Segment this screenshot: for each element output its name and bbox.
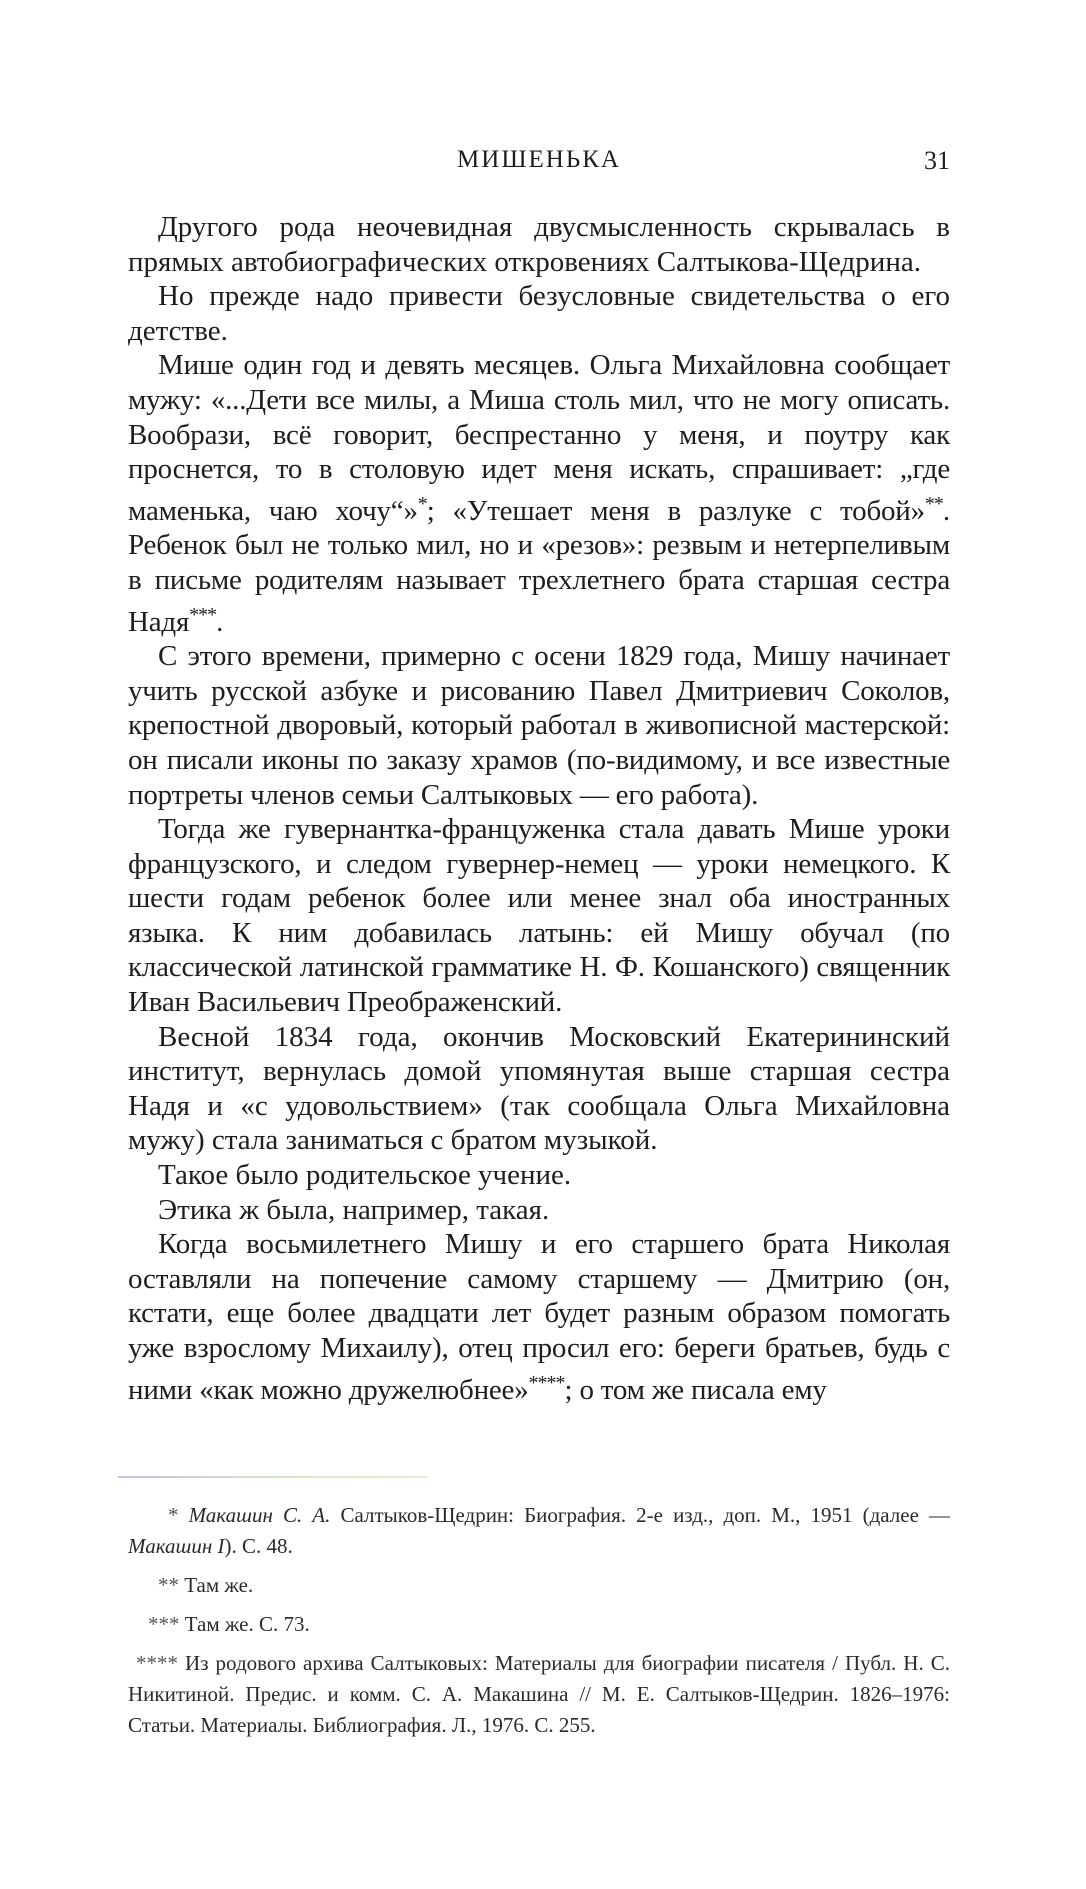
footnote-separator [118,1476,428,1478]
paragraph-7: Такое было родительское учение. [158,1159,572,1192]
running-head [128,146,950,186]
footnote-2-text: Там же. [184,1573,254,1597]
paragraph-8: Этика ж была, например, такая. [158,1193,550,1226]
footnote-3 [128,1609,950,1640]
footnote-3-text: Там же. С. 73. [184,1612,310,1636]
footnote-4-text: Из родового архива Салтыковых: Материалы для биографии писателя / Публ. Н. С. Никитиной. Предис. и комм. С. А. Макашина // М. Е. Салтыков-Щедрин. 1826–1976: Статьи. Материалы. Библиография. Л., 1976. С. 255. [128,1651,950,1737]
footnote-1-short-title: Макашин I [128,1534,225,1558]
paragraph-9 [128,1227,950,1407]
paragraph-3 [128,348,950,639]
page-number: 31 [924,146,950,175]
footnote-ref-1: * [417,492,427,515]
footnote-1 [128,1500,950,1562]
paragraph-6: Весной 1834 года, окончив Московский Екатерининский институт, вернулась домой упомянутая выше старшая сестра Надя и «с удовольствием» (так сообщала Ольга Михайловна мужу) стала заниматься с братом музыкой. [128,1020,950,1157]
footnote-1-author: Макашин С. А. [188,1503,331,1527]
paragraph-3-text-c: . Ребенок был не только мил, но и «резов»: резвым и нетерпеливым в письме родителям называет трехлетнего брата старшая сестра Надя [128,494,950,638]
footnotes [128,1500,950,1749]
footnote-1-text-b: ). С. 48. [224,1534,293,1558]
footnote-4 [128,1648,950,1741]
footnote-1-marker: * [168,1503,179,1527]
chapter-title: МИШЕНЬКА [457,146,621,173]
footnote-1-text-a: Салтыков-Щедрин: Биография. 2-е изд., доп. М., 1951 (далее — [330,1503,950,1527]
paragraph-9-text-b: ; о том же писала ему [564,1373,827,1406]
footnote-ref-3: *** [189,603,217,626]
footnote-ref-4: **** [528,1371,565,1394]
main-text [128,210,950,1407]
paragraph-9-text-a: Когда восьмилетнего Мишу и его старшего брата Николая оставляли на попечение самому старшему — Дмитрию (он, кстати, еще более двадцати лет будет разным образом помогать уже взрослому Михаилу), отец просил его: береги братьев, будь с ними «как можно дружелюбнее» [128,1228,950,1406]
paragraph-3-text-b: ; «Утешает меня в разлуке с тобой» [426,494,925,527]
paragraph-2: Но прежде надо привести безусловные свидетельства о его детстве. [128,280,950,347]
paragraph-1: Другого рода неочевидная двусмысленность скрывалась в прямых автобиографических откровениях Салтыкова-Щедрина. [128,211,950,278]
footnote-2 [128,1570,950,1601]
footnote-4-marker: **** [136,1651,178,1675]
paragraph-3-text-d: . [216,605,224,638]
footnote-ref-2: ** [924,492,943,515]
footnote-3-marker: *** [148,1612,180,1636]
paragraph-3-text-a: Мише один год и девять месяцев. Ольга Михайловна сообщает мужу: «...Дети все милы, а Миша столь мил, что не могу описать. Вообрази, всё говорит, беспрестанно у меня, и поутру как проснется, то в столовую идет меня искать, спрашивает: „где маменька, чаю хочу“» [128,349,950,527]
paragraph-4: С этого времени, примерно с осени 1829 года, Мишу начинает учить русской азбуке и рисованию Павел Дмитриевич Соколов, крепостной дворовый, который работал в живописной мастерской: он писали иконы по заказу храмов (по-видимому, и все известные портреты членов семьи Салтыковых — его работа). [128,640,950,811]
footnote-2-marker: ** [158,1573,179,1597]
paragraph-5: Тогда же гувернантка-француженка стала давать Мише уроки французского, и следом гувернер-немец — уроки немецкого. К шести годам ребенок более или менее знал оба иностранных языка. К ним добавилась латынь: ей Мишу обучал (по классической латинской грамматике Н. Ф. Кошанского) священник Иван Васильевич Преображенский. [128,813,950,1019]
